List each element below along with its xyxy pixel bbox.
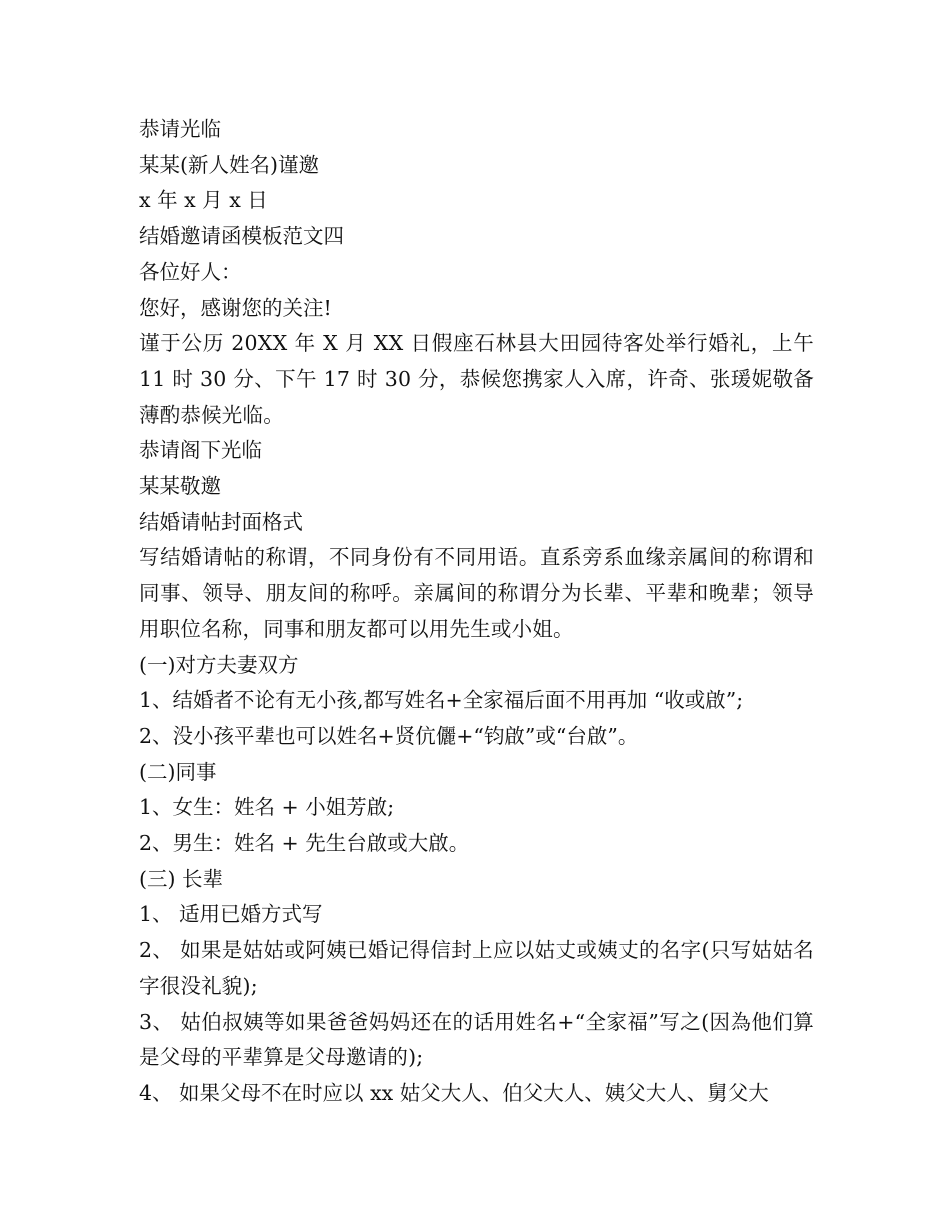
closing-invite: 恭请光临	[139, 117, 221, 141]
greeting: 您好，感谢您的关注!	[139, 295, 332, 320]
list-item: 2、男生：姓名 + 先生台啟或大啟。	[139, 831, 470, 856]
list-item: 2、 如果是姑姑或阿姨已婚记得信封上应以姑丈或姨丈的名字(只写姑姑名字很没礼貌);	[139, 938, 814, 998]
salutation: 各位好人：	[139, 259, 242, 284]
list-item: 2、没小孩平辈也可以姓名+贤伉儷+“钧啟”或“台啟”。	[139, 723, 639, 748]
list-item: 1、结婚者不论有无小孩,都写姓名+全家福后面不用再加 “收或啟”;	[139, 688, 744, 713]
list-item: 4、 如果父母不在时应以 xx 姑父大人、伯父大人、姨父大人、舅父大	[139, 1080, 769, 1105]
signature: 某某(新人姓名)谨邀	[139, 152, 319, 177]
list-item: 3、 姑伯叔姨等如果爸爸妈妈还在的话用姓名+“全家福”写之(因為他们算是父母的平辈算是父母邀请的);	[139, 1009, 814, 1070]
subsection-heading-2: (二)同事	[139, 759, 217, 784]
section-heading-2: 结婚请帖封面格式	[139, 509, 303, 534]
subsection-heading-3: (三) 长辈	[139, 866, 224, 891]
signature-2: 某某敬邀	[139, 474, 221, 499]
section-heading: 结婚邀请函模板范文四	[139, 224, 344, 249]
list-item: 1、女生：姓名 + 小姐芳啟;	[139, 795, 395, 820]
list-item: 1、 适用已婚方式写	[139, 902, 323, 927]
document-page	[139, 112, 814, 1112]
body-paragraph: 谨于公历 20XX 年 X 月 XX 日假座石林县大田园待客处举行婚礼，上午 11 时 30 分、下午 17 时 30 分，恭候您携家人入席，许奇、张瑗妮敬备薄酌恭候光临。	[139, 331, 814, 427]
body-paragraph-2: 写结婚请帖的称谓，不同身份有不同用语。直系旁系血缘亲属间的称谓和同事、领导、朋友间的称呼。亲属间的称谓分为长辈、平辈和晚辈；领导用职位名称，同事和朋友都可以用先生或小姐。	[139, 545, 814, 641]
subsection-heading-1: (一)对方夫妻双方	[139, 652, 299, 677]
date-line: x 年 x 月 x 日	[139, 188, 268, 213]
closing-invite-2: 恭请阁下光临	[139, 438, 262, 463]
